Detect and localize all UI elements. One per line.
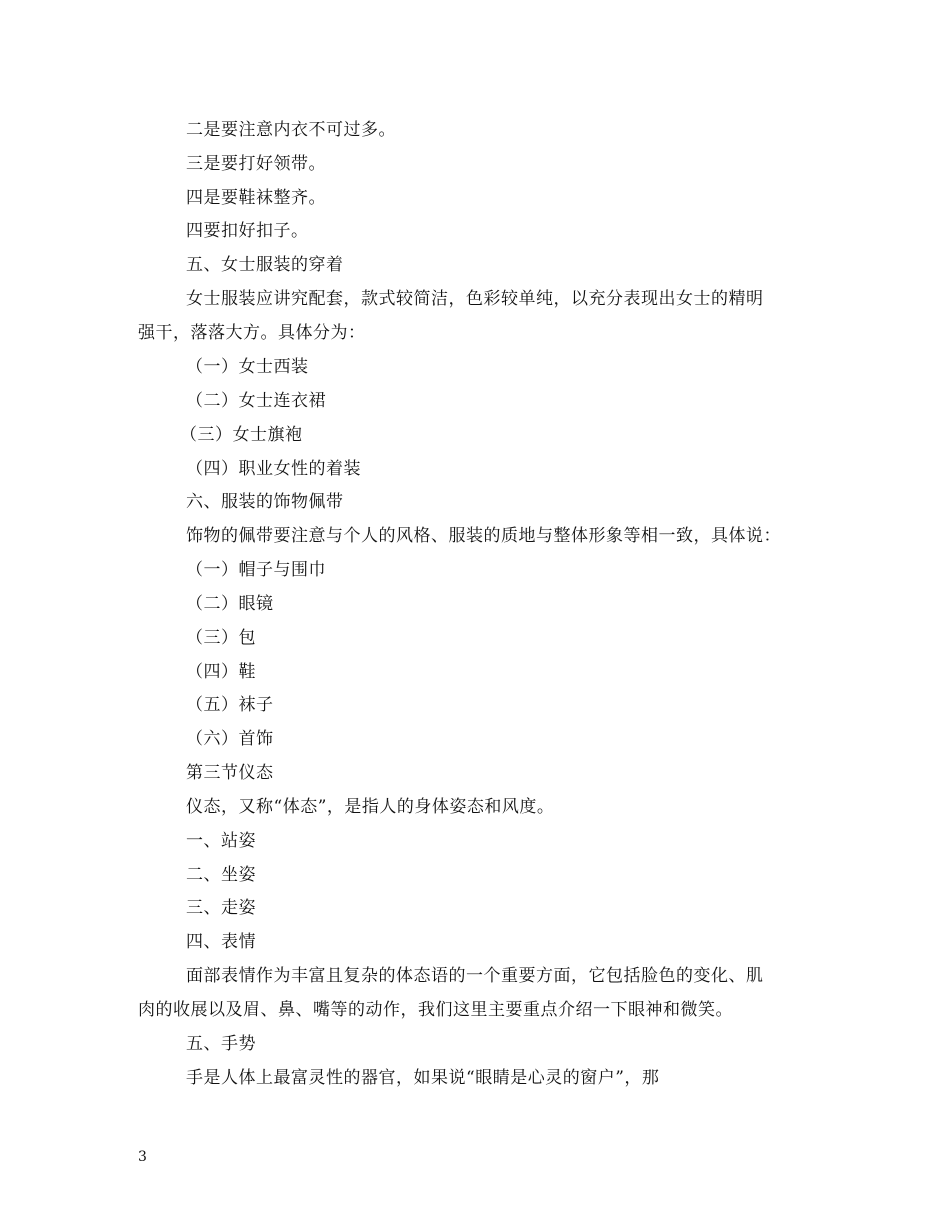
page-number: 3	[138, 1149, 147, 1165]
section-heading: 六、服装的饰物佩带	[186, 492, 344, 512]
section-heading: 三、走姿	[186, 898, 256, 918]
list-item: （四）鞋	[186, 662, 256, 682]
text-line: 四是要鞋袜整齐。	[186, 188, 326, 208]
paragraph-line: 女士服装应讲究配套，款式较简洁，色彩较单纯，以充分表现出女士的精明	[186, 289, 764, 309]
paragraph-line: 饰物的佩带要注意与个人的风格、服装的质地与整体形象等相一致，具体说：	[186, 526, 781, 546]
list-item: （三）女士旗袍	[180, 425, 303, 445]
list-item: （六）首饰	[186, 729, 274, 749]
text-line: 二是要注意内衣不可过多。	[186, 120, 396, 140]
list-item: （二）眼镜	[186, 594, 274, 614]
section-heading: 五、女士服装的穿着	[186, 255, 344, 275]
paragraph-line: 手是人体上最富灵性的器官，如果说“眼睛是心灵的窗户”，那	[186, 1068, 660, 1088]
list-item: （三）包	[186, 628, 256, 648]
paragraph-line: 仪态，又称“体态”，是指人的身体姿态和风度。	[186, 797, 555, 817]
list-item: （五）袜子	[186, 695, 274, 715]
section-heading: 二、坐姿	[186, 865, 256, 885]
section-heading: 一、站姿	[186, 831, 256, 851]
paragraph-line: 强干，落落大方。具体分为：	[138, 323, 366, 343]
list-item: （一）帽子与围巾	[186, 560, 326, 580]
text-line: 三是要打好领带。	[186, 154, 326, 174]
list-item: （一）女士西装	[186, 357, 309, 377]
text-line: 四要扣好扣子。	[186, 221, 309, 241]
section-heading: 五、手势	[186, 1034, 256, 1054]
paragraph-line: 肉的收展以及眉、鼻、嘴等的动作，我们这里主要重点介绍一下眼神和微笑。	[138, 1000, 733, 1020]
section-heading: 四、表情	[186, 932, 256, 952]
list-item: （二）女士连衣裙	[186, 391, 326, 411]
list-item: （四）职业女性的着装	[186, 459, 361, 479]
paragraph-line: 面部表情作为丰富且复杂的体态语的一个重要方面，它包括脸色的变化、肌	[186, 966, 764, 986]
section-heading: 第三节仪态	[186, 763, 274, 783]
